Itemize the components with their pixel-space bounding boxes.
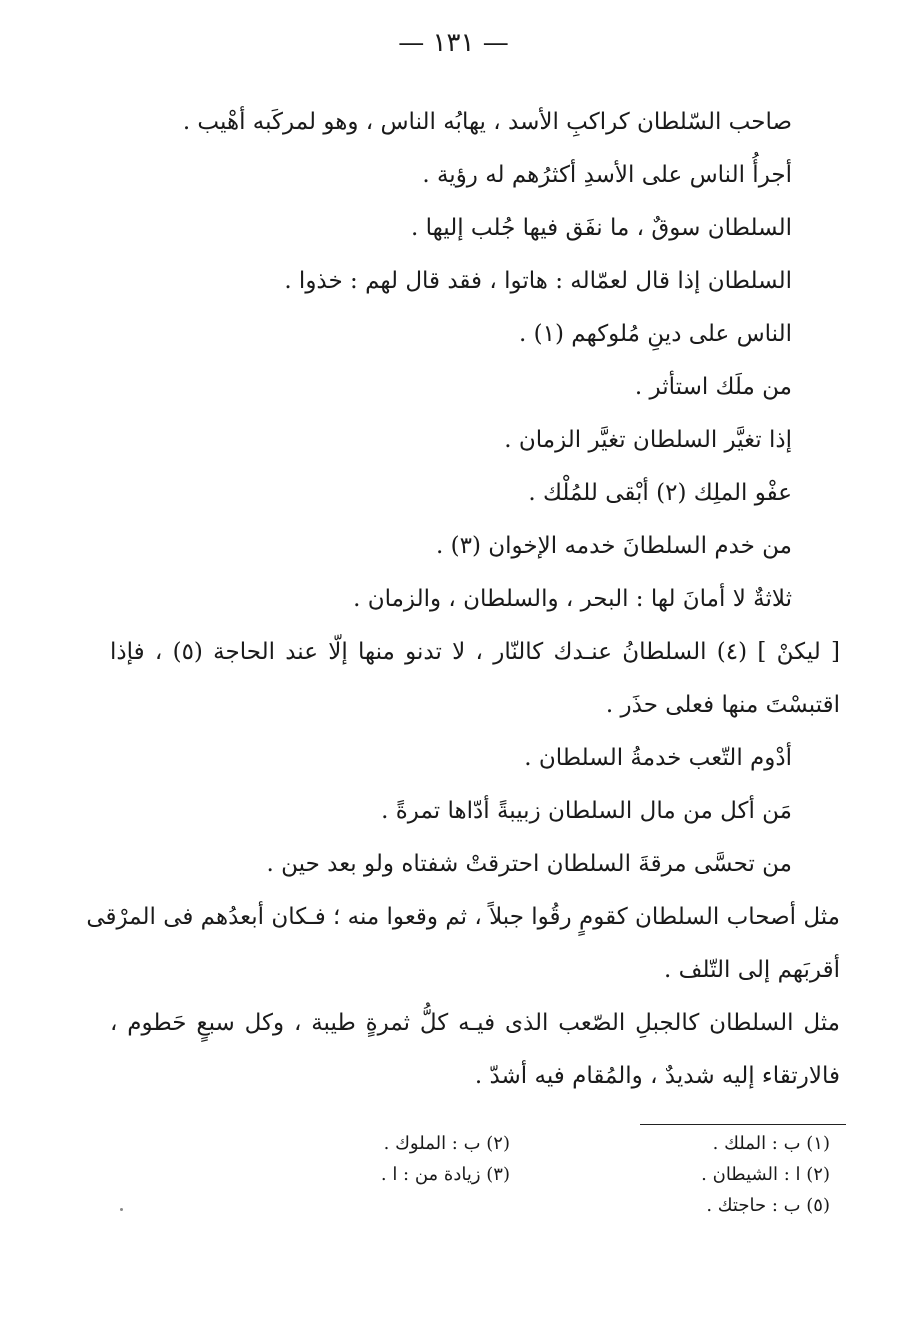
footnote-row [330,1159,830,1190]
text-line: من ملَك استأثر . [634,374,792,400]
footnotes [330,1128,830,1221]
footnote-2a: (٢) ا : الشيطان . [701,1164,830,1185]
text-line: عفْو الملِك (٢) أبْقى للمُلْك . [528,480,792,506]
text-line: فالارتقاء إليه شديدٌ ، والمُقام فيه أشدّ . [474,1063,840,1089]
text-line: مثل السلطان كالجبلِ الصّعب الذى فيـه كلُّ ثمرةٍ طيبة ، وكل سبعٍ حَطوم ، [110,1010,840,1036]
footnote-separator [640,1124,846,1125]
text-line: الناس على دينِ مُلوكهم (١) . [519,321,792,347]
paper-speck [120,1208,123,1211]
text-line: صاحب السّلطان كراكبِ الأسد ، يهابُه الناس ، وهو لمركَبه أهْيب . [182,109,792,135]
page-number: — ١٣١ — [398,28,509,58]
text-line: ثلاثةٌ لا أمانَ لها : البحر ، والسلطان ، والزمان . [353,586,792,612]
text-line: من خدم السلطانَ خدمه الإخوان (٣) . [436,533,792,559]
text-line: [ ليكنْ ] (٤) السلطانُ عنـدك كالنّار ، لا تدنو منها إلّا عند الحاجة (٥) ، فإذا [110,639,840,665]
text-line: السلطان إذا قال لعمّاله : هاتوا ، فقد قال لهم : خذوا . [284,268,792,294]
footnote-2b: (٢) ب : الملوك . [383,1133,510,1154]
text-line: أجرأُ الناس على الأسدِ أكثرُهم له رؤية . [422,162,792,188]
footnote-5: (٥) ب : حاجتك . [706,1195,830,1216]
text-line: السلطان سوقٌ ، ما نفَق فيها جُلب إليها . [411,215,792,241]
footnote-1: (١) ب : الملك . [712,1133,830,1154]
footnote-row [330,1190,830,1221]
text-line: إذا تغيَّر السلطان تغيَّر الزمان . [504,427,792,453]
text-line: اقتبسْتَ منها فعلى حذَر . [605,692,840,718]
footnote-row [330,1128,830,1159]
text-line: أدْوم التّعب خدمةُ السلطان . [524,745,792,771]
text-line: مثل أصحاب السلطان كقومٍ رقُوا جبلاً ، ثم وقعوا منه ؛ فـكان أبعدُهم فى المرْقى [86,904,840,930]
text-line: من تحسَّى مرقةَ السلطان احترقتْ شفتاه ولو بعد حين . [266,851,792,877]
text-line: أقربَهم إلى التّلف . [664,957,840,983]
text-line: مَن أكل من مال السلطان زبيبةً أدّاها تمرةً . [381,798,792,824]
footnote-3: (٣) زيادة من : ا . [380,1164,510,1185]
main-text [86,96,840,1103]
